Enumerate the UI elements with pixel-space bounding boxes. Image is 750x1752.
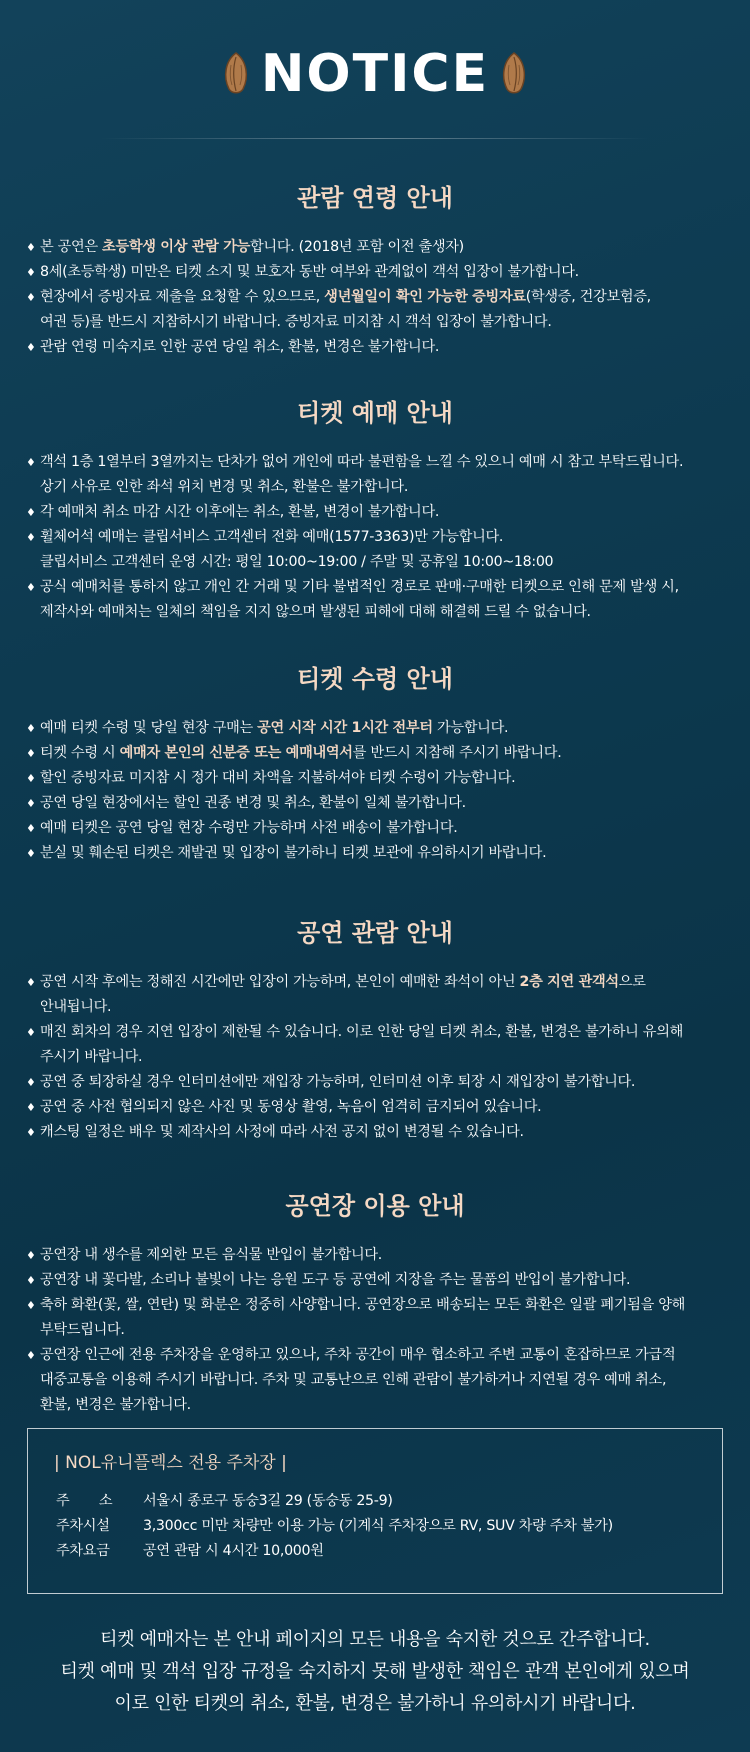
notice-list xyxy=(0,1243,750,1418)
section-title: 관람 연령 안내 xyxy=(297,184,453,212)
parking-info-box xyxy=(27,1428,723,1594)
bullet-icon: ♦ xyxy=(26,266,36,279)
list-item: ♦ 캐스팅 일정은 배우 및 제작사의 사정에 따라 사전 공지 없이 변경될 수 있습니다. xyxy=(26,1120,724,1145)
list-item: ♦ 공식 예매처를 통하지 않고 개인 간 거래 및 기타 불법적인 경로로 판매·구매한 티켓으로 인해 문제 발생 시, 제작사와 예매처는 일체의 책임을 지지 않으며 발생된 피해에 대해 해결해 드릴 수 없습니다. xyxy=(26,575,724,625)
parking-value: 서울시 종로구 동숭3길 29 (동숭동 25-9) xyxy=(143,1493,393,1509)
section-age-notice xyxy=(0,183,750,360)
bullet-icon: ♦ xyxy=(26,1076,36,1089)
list-item: ♦ 분실 및 훼손된 티켓은 재발권 및 입장이 불가하니 티켓 보관에 유의하시기 바랍니다. xyxy=(26,841,724,866)
bullet-icon: ♦ xyxy=(26,1101,36,1114)
bullet-icon: ♦ xyxy=(26,722,36,735)
bullet-icon: ♦ xyxy=(26,1274,36,1287)
section-ticket-pickup xyxy=(0,664,750,866)
list-item: ♦ 공연 시작 후에는 정해진 시간에만 입장이 가능하며, 본인이 예매한 좌석이 아닌 2층 지연 관객석으로 안내됩니다. xyxy=(26,970,724,1020)
bullet-icon: ♦ xyxy=(26,976,36,989)
list-item: ♦ 축하 화환(꽃, 쌀, 연탄) 및 화분은 정중히 사양합니다. 공연장으로 배송되는 모든 화환은 일괄 폐기됨을 양해 부탁드립니다. xyxy=(26,1293,724,1343)
section-title: 티켓 예매 안내 xyxy=(297,399,453,427)
parking-value: 3,300cc 미만 차량만 이용 가능 (기계식 주차장으로 RV, SUV 차량 주차 불가) xyxy=(143,1518,613,1534)
notice-header xyxy=(0,44,750,104)
list-item: ♦ 객석 1층 1열부터 3열까지는 단차가 없어 개인에 따라 불편함을 느낄 수 있으니 예매 시 참고 부탁드립니다. 상기 사유로 인한 좌석 위치 변경 및 취소, 환불은 불가합니다. xyxy=(26,450,724,500)
bullet-icon: ♦ xyxy=(26,1299,36,1312)
section-title: 티켓 수령 안내 xyxy=(297,665,453,693)
bullet-icon: ♦ xyxy=(26,241,36,254)
list-item: ♦ 각 예매처 취소 마감 시간 이후에는 취소, 환불, 변경이 불가합니다. xyxy=(26,500,724,525)
page-title: NOTICE xyxy=(260,44,490,104)
list-item: ♦ 본 공연은 초등학생 이상 관람 가능합니다. (2018년 포함 이전 출생자) xyxy=(26,235,724,260)
list-item: ♦ 현장에서 증빙자료 제출을 요청할 수 있으므로, 생년월일이 확인 가능한 증빙자료(학생증, 건강보험증, 여권 등)를 반드시 지참하시기 바랍니다. 증빙자료 미지참 시 객석 입장이 불가합니다. xyxy=(26,285,724,335)
list-item: ♦ 티켓 수령 시 예매자 본인의 신분증 또는 예매내역서를 반드시 지참해 주시기 바랍니다. xyxy=(26,741,724,766)
bullet-icon: ♦ xyxy=(26,1349,36,1362)
parking-row xyxy=(54,1514,696,1539)
list-item: ♦ 할인 증빙자료 미지참 시 정가 대비 차액을 지불하셔야 티켓 수령이 가능합니다. xyxy=(26,766,724,791)
parking-value: 공연 관람 시 4시간 10,000원 xyxy=(143,1543,324,1559)
bullet-icon: ♦ xyxy=(26,291,36,304)
bullet-icon: ♦ xyxy=(26,1249,36,1262)
parking-title: | NOL유니플렉스 전용 주차장 | xyxy=(54,1453,287,1473)
bullet-icon: ♦ xyxy=(26,456,36,469)
notice-list xyxy=(0,716,750,866)
notice-list xyxy=(0,450,750,625)
bullet-icon: ♦ xyxy=(26,747,36,760)
highlight-text: 2층 지연 관객석 xyxy=(519,974,619,990)
notice-list xyxy=(0,970,750,1145)
highlight-text: 예매자 본인의 신분증 또는 예매내역서 xyxy=(119,745,353,761)
list-item: ♦ 휠체어석 예매는 클립서비스 고객센터 전화 예매(1577-3363)만 가능합니다. 클립서비스 고객센터 운영 시간: 평일 10:00~19:00 / 주말 및 공휴일 10:00~18:00 xyxy=(26,525,724,575)
section-ticket-booking xyxy=(0,398,750,625)
footer-line: 티켓 예매 및 객석 입장 규정을 숙지하지 못해 발생한 책임은 관객 본인에게 있으며 xyxy=(60,1661,690,1682)
parking-label: 주차시설 xyxy=(56,1518,110,1534)
list-item: ♦ 예매 티켓은 공연 당일 현장 수령만 가능하며 사전 배송이 불가합니다. xyxy=(26,816,724,841)
section-venue-usage xyxy=(0,1191,750,1418)
parking-label: 주차요금 xyxy=(56,1543,110,1559)
bullet-icon: ♦ xyxy=(26,1026,36,1039)
bullet-icon: ♦ xyxy=(26,531,36,544)
bullet-icon: ♦ xyxy=(26,506,36,519)
list-item: ♦ 예매 티켓 수령 및 당일 현장 구매는 공연 시작 시간 1시간 전부터 가능합니다. xyxy=(26,716,724,741)
parking-row xyxy=(54,1489,696,1514)
highlight-text: 공연 시작 시간 1시간 전부터 xyxy=(257,720,433,736)
list-item: ♦ 공연 당일 현장에서는 할인 권종 변경 및 취소, 환불이 일체 불가합니다. xyxy=(26,791,724,816)
section-title: 공연 관람 안내 xyxy=(297,919,453,947)
list-item: ♦ 8세(초등학생) 미만은 티켓 소지 및 보호자 동반 여부와 관계없이 객석 입장이 불가합니다. xyxy=(26,260,724,285)
footer-disclaimer xyxy=(0,1624,750,1720)
section-title: 공연장 이용 안내 xyxy=(285,1192,465,1220)
list-item: ♦ 공연 중 사전 협의되지 않은 사진 및 동영상 촬영, 녹음이 엄격히 금지되어 있습니다. xyxy=(26,1095,724,1120)
bullet-icon: ♦ xyxy=(26,797,36,810)
parking-row xyxy=(54,1539,696,1564)
highlight-text: 초등학생 이상 관람 가능 xyxy=(102,239,251,255)
list-item: ♦ 공연 중 퇴장하실 경우 인터미션에만 재입장 가능하며, 인터미션 이후 퇴장 시 재입장이 불가합니다. xyxy=(26,1070,724,1095)
header-divider xyxy=(100,138,650,139)
highlight-text: 생년월일이 확인 가능한 증빙자료 xyxy=(324,289,526,305)
footer-line: 티켓 예매자는 본 안내 페이지의 모든 내용을 숙지한 것으로 간주합니다. xyxy=(100,1629,650,1650)
footer-line: 이로 인한 티켓의 취소, 환불, 변경은 불가하니 유의하시기 바랍니다. xyxy=(114,1693,636,1714)
list-item: ♦ 공연장 내 꽃다발, 소리나 불빛이 나는 응원 도구 등 공연에 지장을 주는 물품의 반입이 불가합니다. xyxy=(26,1268,724,1293)
almond-icon xyxy=(499,51,529,97)
list-item: ♦ 매진 회차의 경우 지연 입장이 제한될 수 있습니다. 이로 인한 당일 티켓 취소, 환불, 변경은 불가하니 유의해 주시기 바랍니다. xyxy=(26,1020,724,1070)
bullet-icon: ♦ xyxy=(26,1126,36,1139)
list-item: ♦ 관람 연령 미숙지로 인한 공연 당일 취소, 환불, 변경은 불가합니다. xyxy=(26,335,724,360)
bullet-icon: ♦ xyxy=(26,847,36,860)
notice-list xyxy=(0,235,750,360)
bullet-icon: ♦ xyxy=(26,341,36,354)
list-item: ♦ 공연장 인근에 전용 주차장을 운영하고 있으나, 주차 공간이 매우 협소하고 주변 교통이 혼잡하므로 가급적 대중교통을 이용해 주시기 바랍니다. 주차 및 교통난으로 인해 관람이 불가하거나 지연될 경우 예매 취소, 환불, 변경은 불가합니다. xyxy=(26,1343,724,1418)
list-item: ♦ 공연장 내 생수를 제외한 모든 음식물 반입이 불가합니다. xyxy=(26,1243,724,1268)
parking-label: 주 소 xyxy=(56,1493,113,1509)
section-performance-viewing xyxy=(0,918,750,1145)
bullet-icon: ♦ xyxy=(26,581,36,594)
bullet-icon: ♦ xyxy=(26,772,36,785)
bullet-icon: ♦ xyxy=(26,822,36,835)
almond-icon xyxy=(221,51,251,97)
